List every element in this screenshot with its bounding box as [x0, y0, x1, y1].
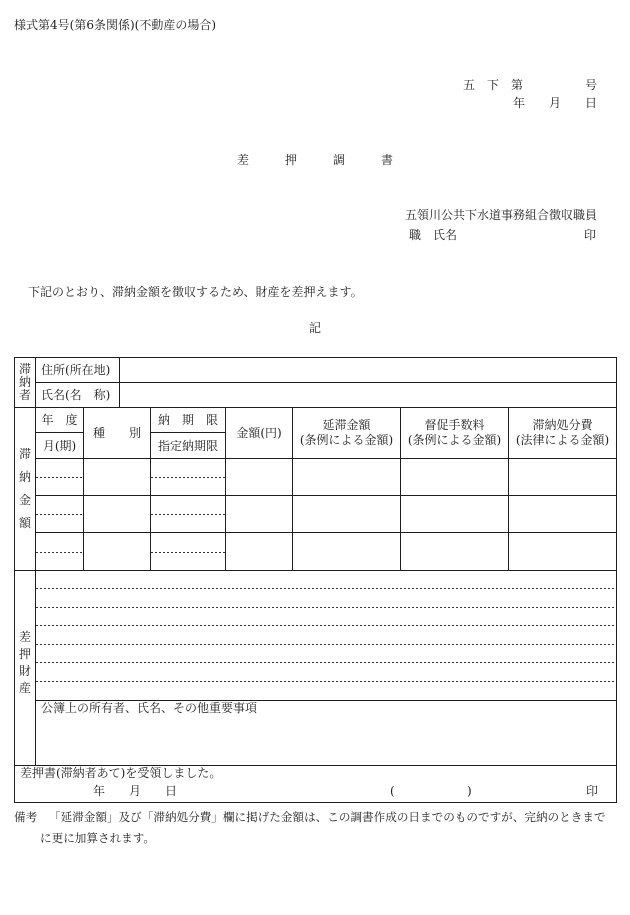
- header-disposition-cost-line-1: 滞納処分費: [532, 418, 593, 432]
- demand-fee-cell: [401, 459, 509, 496]
- issuer-organization: 五領川公共下水道事務組合徴収職員: [404, 208, 597, 222]
- month-period-value: [36, 477, 83, 495]
- fiscal-year-cell: [36, 533, 84, 571]
- seized-property-line: [36, 589, 616, 607]
- month-period-value: [36, 552, 83, 571]
- document-number-suffix: 号: [584, 78, 597, 92]
- issuer-seal-mark: 印: [583, 228, 596, 242]
- header-late-charge-line-2: (条例による金額): [299, 433, 394, 447]
- document-number-prefix: 五 下 第: [463, 78, 524, 92]
- note-label: 備考: [14, 810, 38, 824]
- receipt-paren-open: (: [390, 784, 395, 798]
- type-cell: [84, 496, 151, 533]
- designated-due-date-value: [151, 514, 225, 532]
- header-due-date: [151, 408, 226, 433]
- due-date-value: [151, 496, 225, 514]
- header-demand-fee-line-2: (条例による金額): [407, 433, 502, 447]
- registry-note-area: [36, 701, 617, 766]
- receipt-statement: 差押書(滞納者あて)を受領しました。: [20, 766, 222, 780]
- delinquent-taxpayer-cell: [15, 358, 36, 408]
- name-label: 氏名(名 称): [41, 388, 111, 402]
- month-period-value: [36, 514, 83, 532]
- late-charge-cell: [293, 533, 401, 571]
- seized-property-line: [36, 626, 616, 644]
- header-late-charge-line-1: 延滞金額: [322, 418, 371, 432]
- registry-note-label: 公簿上の所有者、氏名、その他重要事項: [41, 701, 258, 715]
- document-date: 年 月 日: [512, 96, 597, 110]
- header-amount-label: 金額(円): [236, 426, 282, 440]
- due-date-cell: [151, 459, 226, 496]
- fiscal-year-cell: [36, 496, 84, 533]
- header-designated-due-date-label: 指定納期限: [157, 438, 218, 453]
- seized-property-entry-area: [36, 571, 617, 701]
- designated-due-date-value: [151, 552, 225, 571]
- note-line-1: 「延滞金額」及び「滞納処分費」欄に掲げた金額は、この調書作成の日までのものですが、完納のときまで: [49, 810, 606, 824]
- header-type: [84, 408, 151, 459]
- due-date-cell: [151, 496, 226, 533]
- issuer-name-label: 職 氏名: [409, 228, 458, 242]
- seized-property-line: [36, 663, 616, 681]
- header-disposition-cost-line-2: (法律による金額): [515, 433, 610, 447]
- dashed-divider: [151, 552, 225, 553]
- amount-cell: [226, 533, 293, 571]
- receipt-date: 年 月 日: [93, 784, 178, 798]
- header-month-period-label: 月(期): [42, 438, 77, 453]
- disposition-cost-cell: [509, 533, 617, 571]
- seized-property-cell: [15, 571, 36, 766]
- designated-due-date-value: [151, 477, 225, 495]
- demand-fee-cell: [401, 496, 509, 533]
- name-label-cell: [36, 383, 120, 408]
- header-late-charge: [293, 408, 401, 459]
- header-disposition-cost: [509, 408, 617, 459]
- dashed-divider: [151, 514, 225, 515]
- form-number: 様式第4号(第6条関係)(不動産の場合): [14, 18, 216, 32]
- address-label-cell: [36, 358, 120, 383]
- header-demand-fee-line-1: 督促手数料: [424, 418, 485, 432]
- dashed-divider: [36, 552, 83, 553]
- receipt-paren-close: ): [467, 784, 472, 798]
- name-field: [120, 383, 617, 408]
- seized-property-line: [36, 571, 616, 589]
- header-due-date-label: 納 期 限: [157, 413, 218, 427]
- disposition-cost-cell: [509, 459, 617, 496]
- header-type-label: 種 別: [92, 426, 141, 440]
- dashed-divider: [151, 477, 225, 478]
- seized-property-line: [36, 608, 616, 626]
- header-designated-due-date: [151, 433, 226, 459]
- amount-cell: [226, 496, 293, 533]
- receipt-area: [15, 766, 617, 803]
- dashed-divider: [36, 514, 83, 515]
- delinquent-taxpayer-label: 滞納者: [18, 362, 31, 402]
- late-charge-cell: [293, 459, 401, 496]
- seizure-table: [14, 357, 617, 803]
- amount-cell: [226, 459, 293, 496]
- type-cell: [84, 459, 151, 496]
- header-amount: [226, 408, 293, 459]
- seized-property-line: [36, 682, 616, 700]
- header-fiscal-year-label: 年 度: [41, 413, 78, 427]
- header-fiscal-year: [36, 408, 84, 433]
- note-line-2: に更に加算されます。: [40, 831, 156, 845]
- arrears-cell: [15, 408, 36, 571]
- fiscal-year-value: [36, 533, 83, 552]
- ki-heading: 記: [308, 321, 321, 335]
- address-field: [120, 358, 617, 383]
- header-demand-fee: [401, 408, 509, 459]
- late-charge-cell: [293, 496, 401, 533]
- fiscal-year-cell: [36, 459, 84, 496]
- due-date-value: [151, 533, 225, 552]
- seized-property-lines: [36, 571, 616, 700]
- dashed-divider: [36, 477, 83, 478]
- arrears-label: 滞納金額: [18, 447, 31, 530]
- demand-fee-cell: [401, 533, 509, 571]
- header-month-period: [36, 433, 84, 459]
- intro-statement: 下記のとおり、滞納金額を徴収するため、財産を差押えます。: [28, 285, 363, 299]
- document-title: 差 押 調 書: [236, 153, 393, 167]
- due-date-cell: [151, 533, 226, 571]
- fiscal-year-value: [36, 459, 83, 477]
- seized-property-label: 差押財産: [18, 629, 31, 695]
- fiscal-year-value: [36, 496, 83, 514]
- due-date-value: [151, 459, 225, 477]
- address-label: 住所(所在地): [41, 363, 111, 377]
- receipt-seal-mark: 印: [585, 784, 598, 798]
- seized-property-line: [36, 645, 616, 663]
- disposition-cost-cell: [509, 496, 617, 533]
- type-cell: [84, 533, 151, 571]
